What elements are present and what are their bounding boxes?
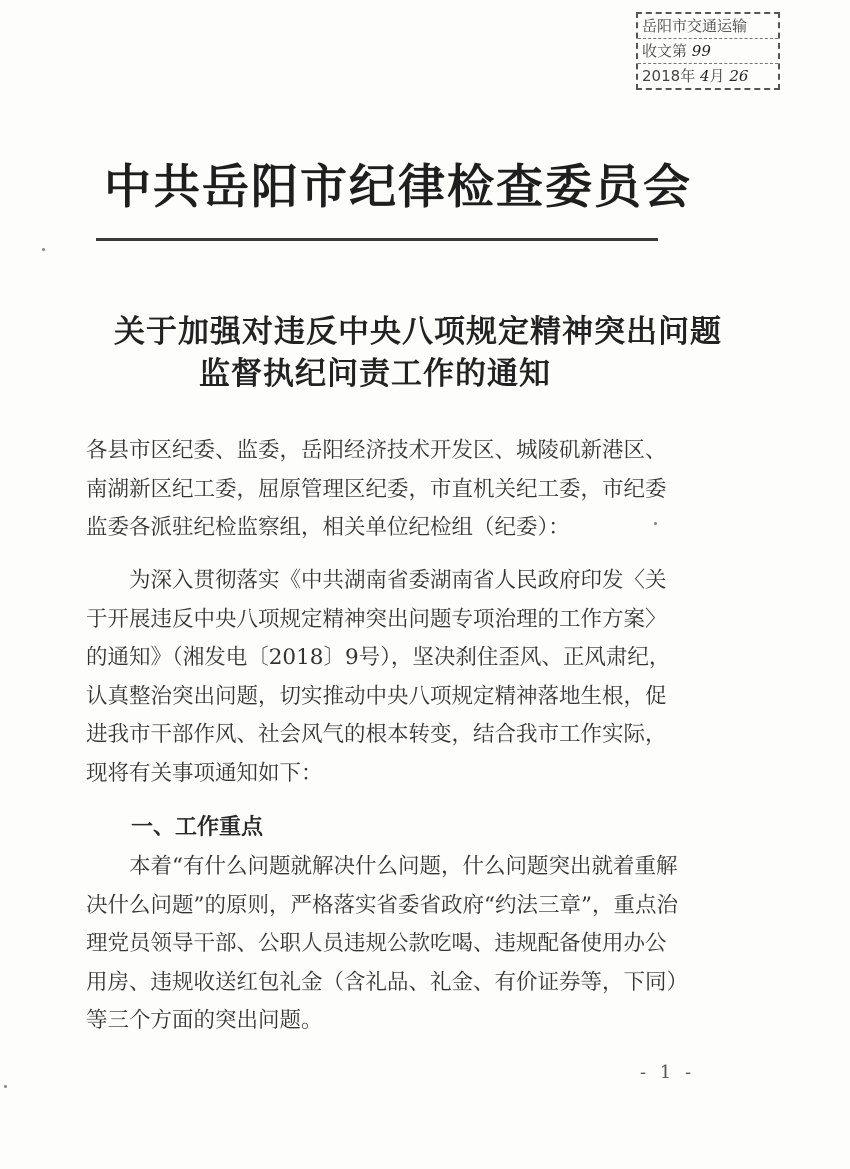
stamp-number-label: 收文第 [642,42,688,60]
stamp-org: 岳阳市交通运输 [642,17,748,35]
scan-speck [42,248,45,251]
stamp-year-suffix: 年 [680,67,696,85]
paragraph-intro: 为深入贯彻落实《中共湖南省委湖南省人民政府印发〈关于开展违反中央八项规定精神突出问题专项治理的工作方案〉的通知》（湘发电〔2018〕9号），坚决刹住歪风、正风肃纪，认真整治突出问题，切实推动中央八项规定精神落地生根，促进我市干部作风、社会风气的根本转变，结合我市工作实际，现将有关事项通知如下： [86,568,671,786]
receipt-stamp [636,12,780,90]
stamp-number-value: 99 [691,42,711,60]
stamp-number-line [638,39,778,64]
stamp-date-line [638,64,778,88]
issuing-organization: 中共岳阳市纪律检查委员会 [104,160,692,215]
page-number: - 1 - [640,1062,696,1083]
section-heading: 一、工作重点 [131,815,264,840]
stamp-month: 4 [699,67,710,85]
scan-speck [4,1085,7,1088]
document-title-line2: 监督执纪问责工作的通知 [199,356,551,392]
addressee: 各县市区纪委、监委，岳阳经济技术开发区、城陵矶新港区、南湖新区纪工委，屈原管理区纪委，市直机关纪工委，市纪委监委各派驻纪检监察组，相关单位纪检组（纪委）： [86,438,667,540]
stamp-org-line [638,14,778,39]
paragraph-focus: 本着“有什么问题就解决什么问题，什么问题突出就着重解决什么问题”的原则，严格落实省委省政府“约法三章”，重点治理党员领导干部、公职人员违规公款吃喝、违规配备使用办公用房、违规收送红包礼金（含礼品、礼金、有价证券等，下同）等三个方面的突出问题。 [86,854,678,1033]
header-divider [96,238,658,241]
scan-speck [654,522,657,525]
stamp-month-suffix: 月 [709,67,725,85]
stamp-year: 2018 [642,67,681,85]
document-title-line1: 关于加强对违反中央八项规定精神突出问题 [114,314,722,350]
stamp-day: 26 [729,67,749,85]
